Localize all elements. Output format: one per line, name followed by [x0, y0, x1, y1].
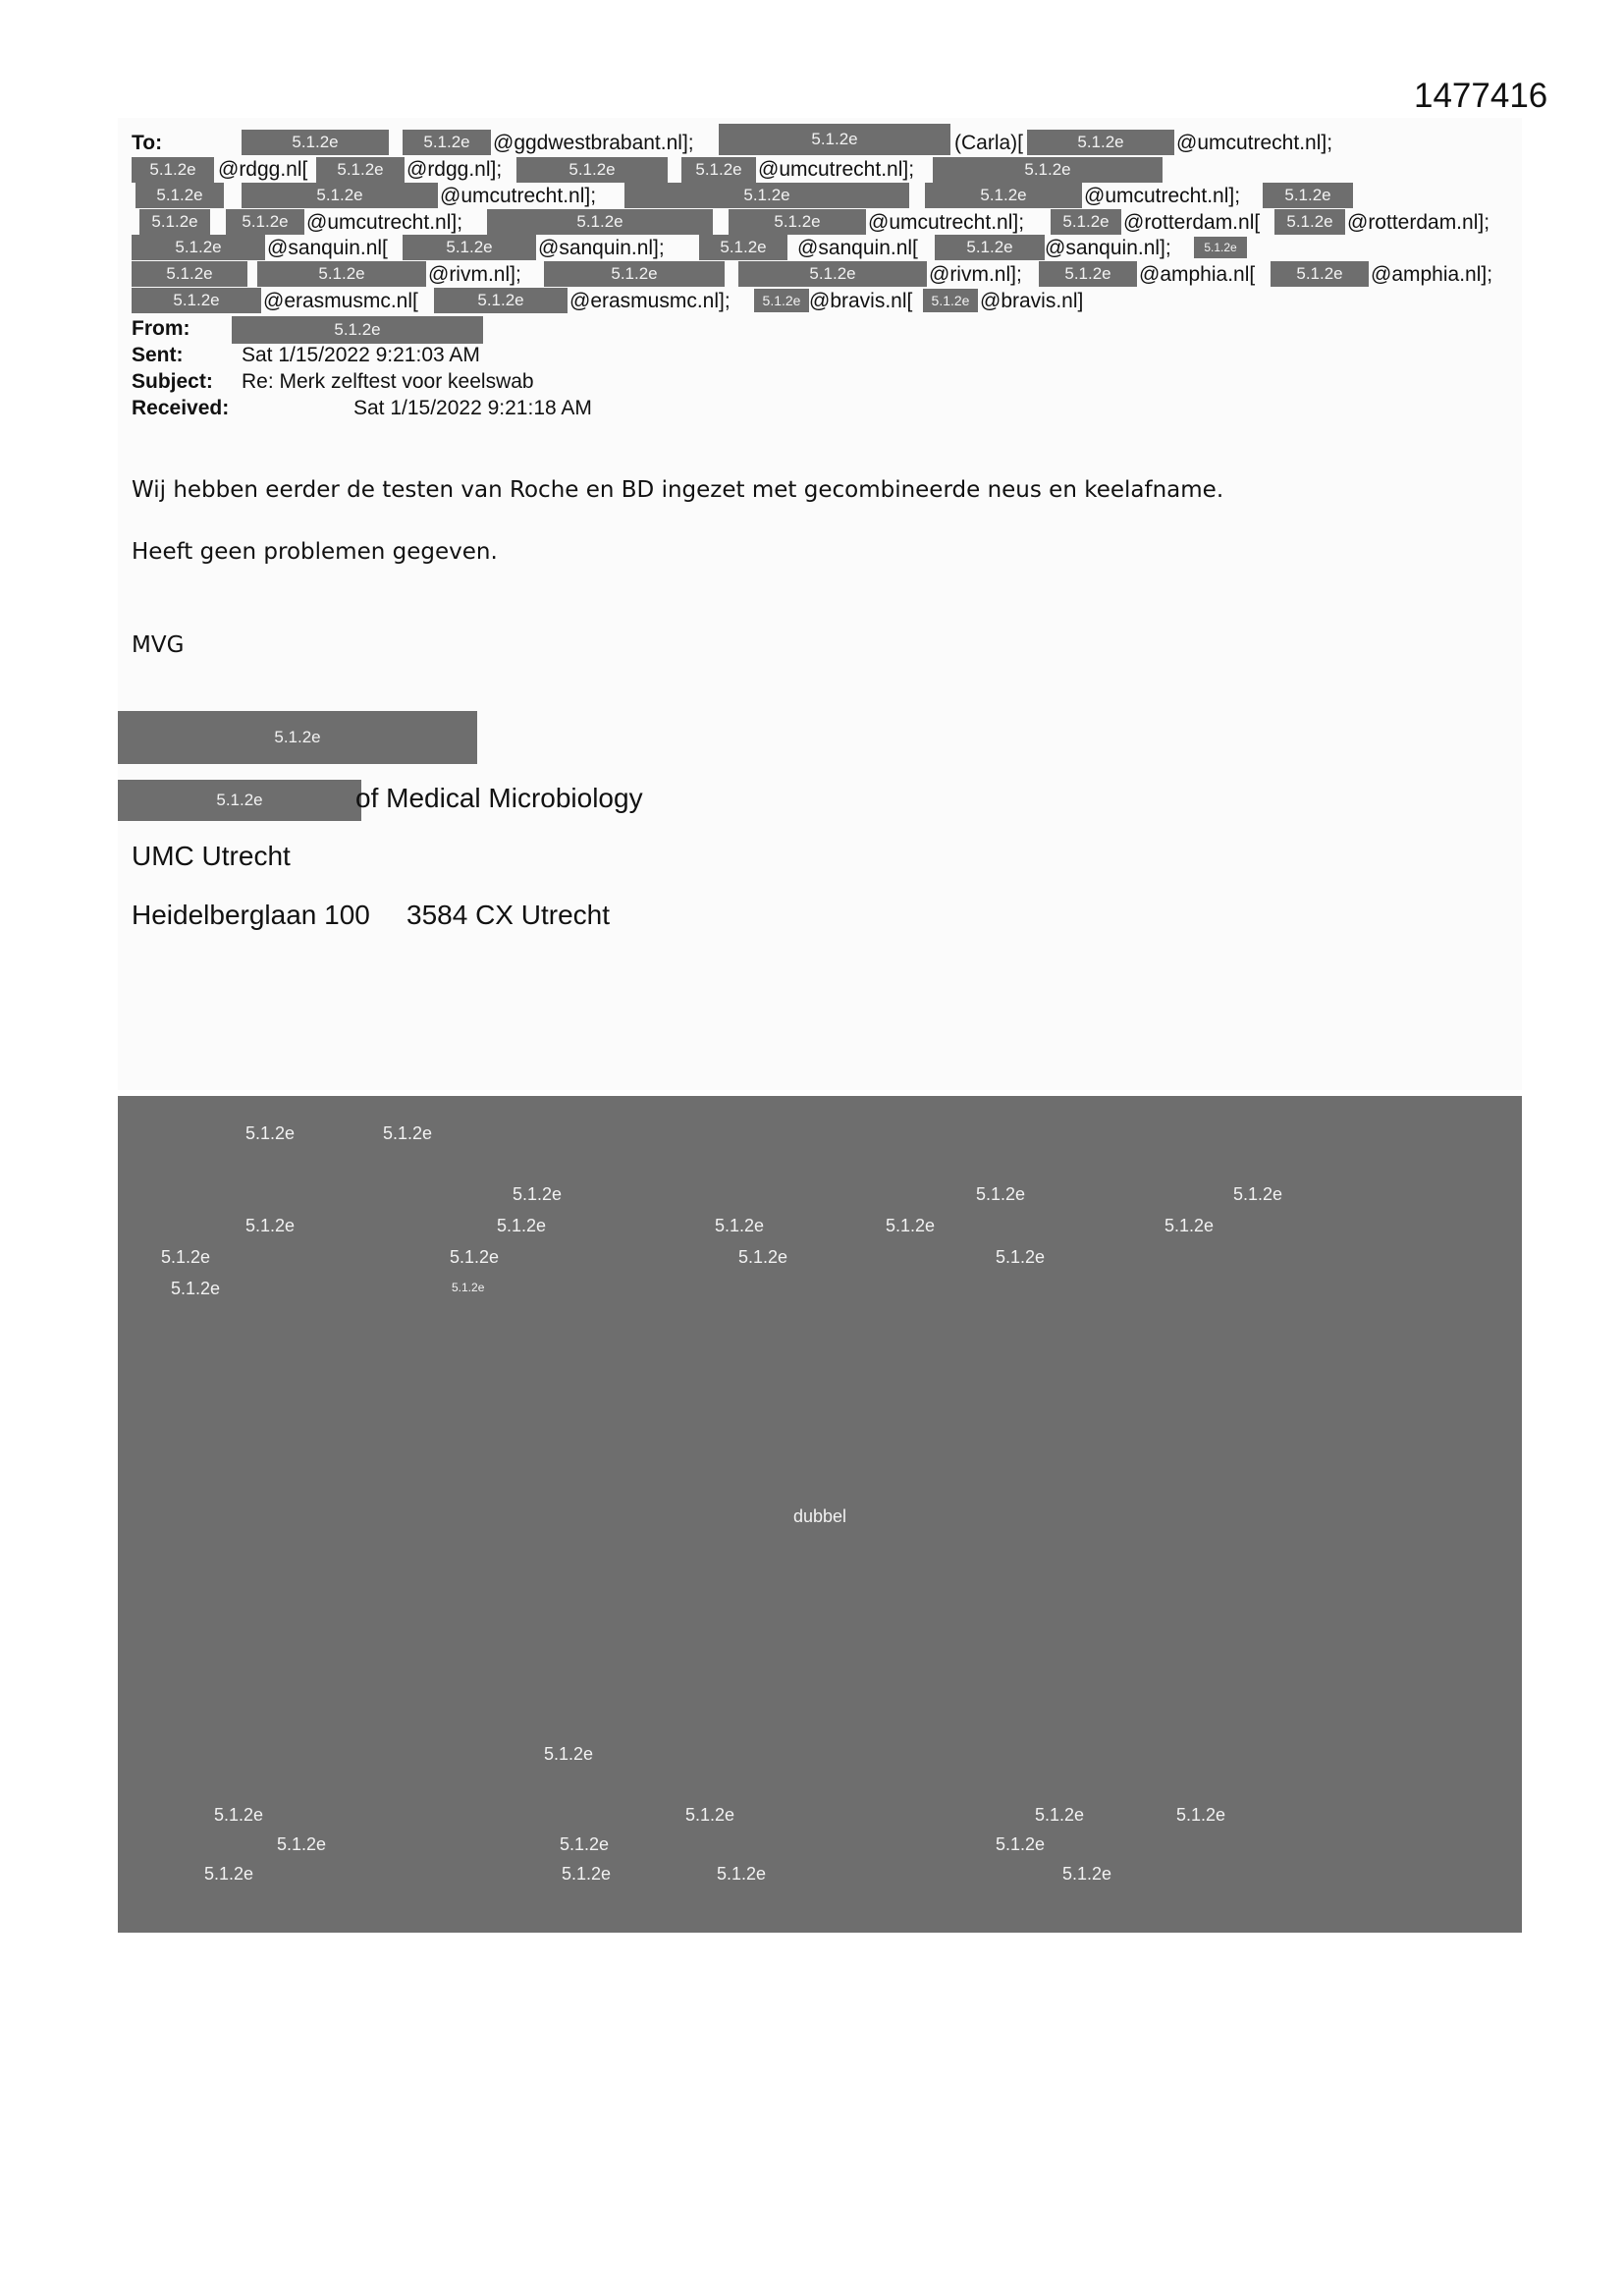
redaction-tag: 5.1.2e: [214, 1805, 264, 1825]
redaction-box: 5.1.2e: [487, 209, 713, 235]
signature-department: of Medical Microbiology: [355, 783, 643, 813]
signature-postcode: 3584 CX Utrecht: [406, 900, 610, 930]
redaction-box: 5.1.2e: [1051, 209, 1121, 235]
redaction-box: 5.1.2e: [434, 288, 568, 313]
recipient-domain: @sanquin.nl];: [1045, 237, 1171, 259]
recipient-domain: @umcutrecht.nl];: [440, 185, 597, 207]
redaction-tag: 5.1.2e: [976, 1184, 1026, 1204]
sent-value: Sat 1/15/2022 9:21:03 AM: [242, 344, 480, 366]
recipient-domain: @erasmusmc.nl];: [569, 290, 731, 312]
redaction-box: 5.1.2e: [624, 183, 909, 208]
redaction-tag: 5.1.2e: [738, 1247, 788, 1267]
redaction-box: 5.1.2e: [923, 289, 978, 312]
redaction-box: 5.1.2e: [699, 235, 787, 260]
redaction-box: 5.1.2e: [403, 235, 536, 260]
redaction-box: 5.1.2e: [925, 183, 1082, 208]
redaction-box: 5.1.2e: [139, 209, 210, 235]
redaction-box: 5.1.2e: [1027, 130, 1174, 155]
recipient-domain: @erasmusmc.nl[: [263, 290, 418, 312]
redaction-box: 5.1.2e: [316, 157, 405, 183]
redaction-tag: 5.1.2e: [171, 1279, 221, 1298]
subject-label: Subject:: [132, 370, 213, 393]
redaction-box: 5.1.2e: [1271, 261, 1369, 287]
closing: MVG: [132, 632, 185, 658]
recipient-domain: @umcutrecht.nl];: [306, 211, 463, 234]
recipient-domain: @rivm.nl];: [929, 263, 1022, 286]
redaction-tag: 5.1.2e: [161, 1247, 211, 1267]
redaction-tag: 5.1.2e: [204, 1864, 254, 1884]
redaction-tag: 5.1.2e: [1176, 1805, 1226, 1825]
redaction-tag: 5.1.2e: [562, 1864, 612, 1884]
redaction-box: 5.1.2e: [719, 124, 950, 155]
redaction-tag: 5.1.2e: [886, 1216, 936, 1235]
redaction-tag: 5.1.2e: [560, 1834, 610, 1854]
redaction-box: 5.1.2e: [738, 261, 927, 287]
recipient-domain: @amphia.nl];: [1371, 263, 1493, 286]
recipient-domain: @rdgg.nl[: [218, 158, 308, 181]
redaction-tag: 5.1.2e: [1164, 1216, 1215, 1235]
redaction-box: 5.1.2e: [132, 288, 261, 313]
recipient-domain: @ggdwestbrabant.nl];: [493, 132, 694, 154]
redaction-box: 5.1.2e: [544, 261, 725, 287]
recipient-domain: @sanquin.nl[: [267, 237, 388, 259]
recipient-domain: @umcutrecht.nl];: [1176, 132, 1333, 154]
redaction-box: 5.1.2e: [135, 183, 224, 208]
redaction-box: 5.1.2e: [754, 289, 809, 312]
redaction-tag: 5.1.2e: [715, 1216, 765, 1235]
redaction-tag: 5.1.2e: [996, 1834, 1046, 1854]
redaction-box: 5.1.2e: [933, 157, 1163, 183]
redaction-box: 5.1.2e: [729, 209, 866, 235]
redaction-tag: 5.1.2e: [544, 1744, 594, 1764]
recipient-domain: @sanquin.nl[: [797, 237, 918, 259]
recipient-domain: @rdgg.nl];: [406, 158, 503, 181]
recipient-domain: @rivm.nl];: [428, 263, 521, 286]
redaction-tag: 5.1.2e: [277, 1834, 327, 1854]
redaction-tag: 5.1.2e: [1062, 1864, 1112, 1884]
redaction-tag: 5.1.2e: [996, 1247, 1046, 1267]
redaction-box: 5.1.2e: [242, 183, 438, 208]
redaction-tag: 5.1.2e: [717, 1864, 767, 1884]
redaction-box: 5.1.2e: [118, 780, 361, 821]
redaction-box: 5.1.2e: [1274, 209, 1345, 235]
recipient-domain: @umcutrecht.nl];: [758, 158, 915, 181]
recipient-domain: @rotterdam.nl[: [1123, 211, 1261, 234]
redaction-box: 5.1.2e: [132, 235, 265, 260]
redaction-box: 5.1.2e: [132, 261, 247, 287]
redaction-box: 5.1.2e: [242, 130, 389, 155]
from-label: From:: [132, 317, 190, 340]
redaction-tag: 5.1.2e: [450, 1247, 500, 1267]
redaction-box: 5.1.2e: [1039, 261, 1137, 287]
redaction-box: 5.1.2e: [681, 157, 756, 183]
recipient-domain: @bravis.nl[: [809, 290, 913, 312]
redaction-tag: 5.1.2e: [245, 1216, 296, 1235]
redaction-box: 5.1.2e: [118, 711, 477, 764]
redaction-tag: 5.1.2e: [452, 1281, 485, 1294]
subject-value: Re: Merk zelftest voor keelswab: [242, 370, 534, 393]
redaction-box: 5.1.2e: [935, 235, 1045, 260]
redaction-box: 5.1.2e: [1263, 183, 1353, 208]
redaction-box: 5.1.2e: [403, 130, 491, 155]
received-label: Received:: [132, 397, 230, 419]
redaction-box: 5.1.2e: [516, 157, 668, 183]
sent-label: Sent:: [132, 344, 184, 366]
redacted-block: [118, 1096, 1522, 1933]
redaction-box: 5.1.2e: [257, 261, 426, 287]
redaction-tag: 5.1.2e: [1035, 1805, 1085, 1825]
redaction-tag: 5.1.2e: [245, 1123, 296, 1143]
redaction-tag: 5.1.2e: [497, 1216, 547, 1235]
recipient-domain: @amphia.nl[: [1139, 263, 1256, 286]
redaction-tag: 5.1.2e: [383, 1123, 433, 1143]
redaction-box: 5.1.2e: [226, 209, 304, 235]
recipient-domain: @sanquin.nl];: [538, 237, 665, 259]
body-line-1: Wij hebben eerder de testen van Roche en BD ingezet met gecombineerde neus en keelafname.: [132, 477, 1224, 503]
recipient-domain: @umcutrecht.nl];: [1084, 185, 1241, 207]
redaction-box: 5.1.2e: [1194, 237, 1247, 258]
to-label: To:: [132, 132, 163, 154]
recipient-name: (Carla)[: [954, 132, 1024, 154]
redaction-tag: 5.1.2e: [685, 1805, 735, 1825]
redaction-tag: 5.1.2e: [513, 1184, 563, 1204]
redaction-box: 5.1.2e: [132, 157, 214, 183]
redaction-box: 5.1.2e: [232, 316, 483, 344]
received-value: Sat 1/15/2022 9:21:18 AM: [353, 397, 592, 419]
recipient-domain: @rotterdam.nl];: [1347, 211, 1490, 234]
signature-address: Heidelberglaan 100: [132, 900, 370, 930]
recipient-domain: @umcutrecht.nl];: [868, 211, 1025, 234]
body-line-2: Heeft geen problemen gegeven.: [132, 539, 498, 565]
redaction-label: dubbel: [793, 1506, 847, 1526]
document-number: 1477416: [1414, 77, 1548, 115]
signature-org: UMC Utrecht: [132, 841, 291, 871]
recipient-domain: @bravis.nl]: [980, 290, 1084, 312]
redaction-tag: 5.1.2e: [1233, 1184, 1283, 1204]
